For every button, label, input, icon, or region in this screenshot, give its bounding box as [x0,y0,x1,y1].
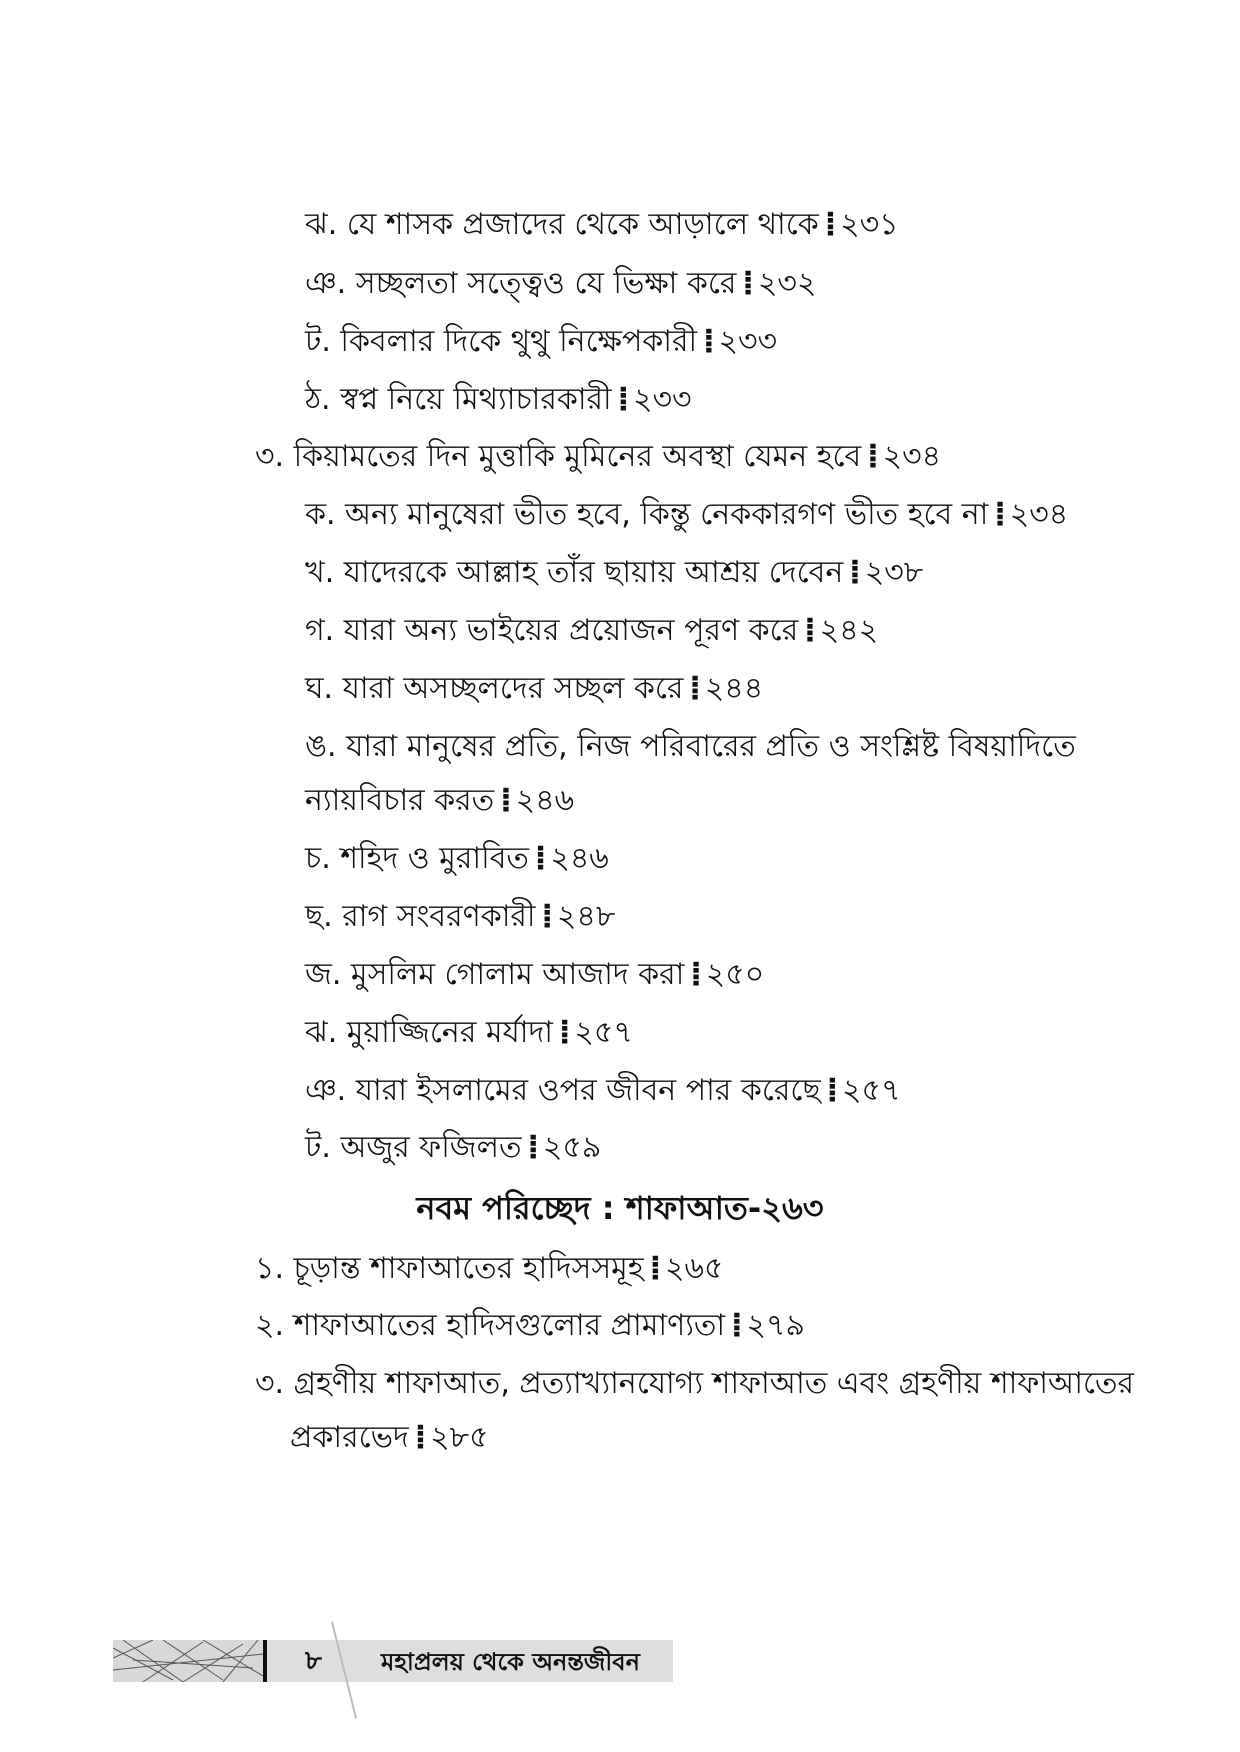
toc-entry [305,839,609,879]
toc-entry-text: ৩. গ্রহণীয় শাফাআত, প্রত্যাখ্যানযোগ্য শাফাআত এবং গ্রহণীয় শাফাআতের [255,1366,1135,1401]
toc-entry-text: প্রকারভেদ [290,1420,409,1455]
separator-icon: ⁞ [527,1127,537,1168]
toc-entry-text: ঝ. মুয়াজ্জিনের মর্যাদা [305,1015,553,1050]
toc-entry-page: ২৫৭ [574,1015,633,1050]
separator-icon: ⁞ [824,204,835,245]
separator-icon: ⁞ [994,494,1004,535]
separator-icon: ⁞ [826,1070,837,1111]
toc-entry [305,495,1068,535]
geometric-lines-icon [113,1640,263,1682]
toc-entry [305,1013,633,1053]
toc-entry-text: ট. অজুর ফজিলত [305,1130,522,1165]
separator-icon: ⁞ [703,321,713,362]
separator-icon: ⁞ [534,838,545,879]
toc-entry-text: ঠ. স্বপ্ন নিয়ে মিথ্যাচারকারী [305,382,612,417]
toc-entry [305,380,692,420]
toc-entry-text: ৩. কিয়ামতের দিন মুত্তাকি মুমিনের অবস্থা যেমন হবে [255,439,862,474]
separator-icon: ⁞ [649,1248,659,1289]
toc-entry [305,669,763,709]
separator-icon: ⁞ [558,1012,569,1053]
toc-entry-page: ২৫৯ [542,1130,602,1165]
toc-entry-text: ঙ. যারা মানুষের প্রতি, নিজ পরিবারের প্রতি ও সংশ্লিষ্ট বিষয়াদিতে [305,729,1076,764]
toc-entry [305,553,923,593]
separator-icon: ⁞ [804,610,814,651]
toc-entry-text: ঘ. যারা অসচ্ছলদের সচ্ছল করে [305,671,684,706]
toc-entry [305,727,1076,767]
toc-entry-page: ২৪৬ [515,783,575,818]
toc-entry-page: ২৩৪ [1009,497,1069,532]
toc-entry-page: ২৪৪ [704,671,764,706]
toc-entry-continuation [290,1418,489,1458]
book-title: মহাপ্রলয় থেকে অনন্তজীবন [381,1648,640,1676]
toc-entry-page: ২৬৫ [665,1251,724,1286]
separator-icon: ⁞ [849,552,859,593]
toc-entry-page: ২৩৮ [864,555,924,590]
toc-entry-text: ন্যায়বিচার করত [305,783,495,818]
toc-entry-text: ছ. রাগ সংবরণকারী [305,899,536,934]
toc-entry-text: ঞ. যারা ইসলামের ওপর জীবন পার করেছে [305,1073,821,1108]
separator-icon: ⁞ [742,263,752,304]
toc-entry-text: চ. শহিদ ও মুরাবিত [305,841,529,876]
toc-entry [305,955,764,995]
toc-entry-text: ঝ. যে শাসক প্রজাদের থেকে আড়ালে থাকে [305,207,819,242]
toc-entry-text: গ. যারা অন্য ভাইয়ের প্রয়োজন পূরণ করে [305,613,799,648]
toc-entry-text: ট. কিবলার দিকে থুথু নিক্ষেপকারী [305,324,698,359]
toc-entry [305,1071,901,1111]
toc-entry-page: ২৪৬ [550,841,609,876]
toc-entry-text: ১. চূড়ান্ত শাফাআতের হাদিসসমূহ [255,1251,644,1286]
separator-icon: ⁞ [867,436,877,477]
toc-entry [305,611,878,651]
toc-entry-text: ক. অন্য মানুষেরা ভীত হবে, কিন্তু নেককারগণ ভীত হবে না [305,497,989,532]
toc-entry [255,1364,1134,1404]
toc-entry-page: ২৩৩ [633,382,692,417]
separator-icon: ⁞ [500,780,510,821]
toc-entry-page: ২৪৮ [556,899,616,934]
separator-icon: ⁞ [731,1305,741,1346]
toc-entry [305,897,615,937]
toc-entry [305,264,816,304]
toc-entry-page: ২৩১ [840,207,899,242]
toc-entry [255,437,941,477]
toc-entry-page: ২৩৩ [718,324,778,359]
toc-entry-page: ২৩২ [757,266,817,301]
toc-entry-page: ২৭৯ [746,1308,806,1343]
decorative-pattern-icon [113,1640,263,1682]
toc-entry-text: জ. মুসলিম গোলাম আজাদ করা [305,957,685,992]
toc-entry-page: ২৩৪ [882,439,942,474]
toc-entry [255,1306,805,1346]
separator-icon: ⁞ [690,954,700,995]
separator-icon: ⁞ [541,896,551,937]
toc-entry-page: ২৫৭ [842,1073,901,1108]
separator-icon: ⁞ [414,1417,425,1458]
separator-icon: ⁞ [689,668,699,709]
page-number: ৮ [305,1646,322,1676]
toc-entry-page: ২৫০ [705,957,765,992]
toc-entry [305,205,899,245]
toc-entry-page: ২৪২ [819,613,879,648]
toc-entry [305,322,777,362]
toc-entry-text: খ. যাদেরকে আল্লাহ তাঁর ছায়ায় আশ্রয় দেবেন [305,555,844,590]
toc-entry-text: ঞ. সচ্ছলতা সত্ত্বেও যে ভিক্ষা করে [305,266,737,301]
chapter-heading: নবম পরিচ্ছেদ : শাফাআত-২৬৩ [416,1189,824,1227]
toc-entry [305,1128,601,1168]
toc-entry-text: ২. শাফাআতের হাদিসগুলোর প্রামাণ্যতা [255,1308,726,1343]
page-footer [113,1640,673,1682]
toc-entry-continuation [305,781,574,821]
toc-entry [255,1249,723,1289]
toc-entry-page: ২৮৫ [430,1420,489,1455]
separator-icon: ⁞ [617,379,628,420]
